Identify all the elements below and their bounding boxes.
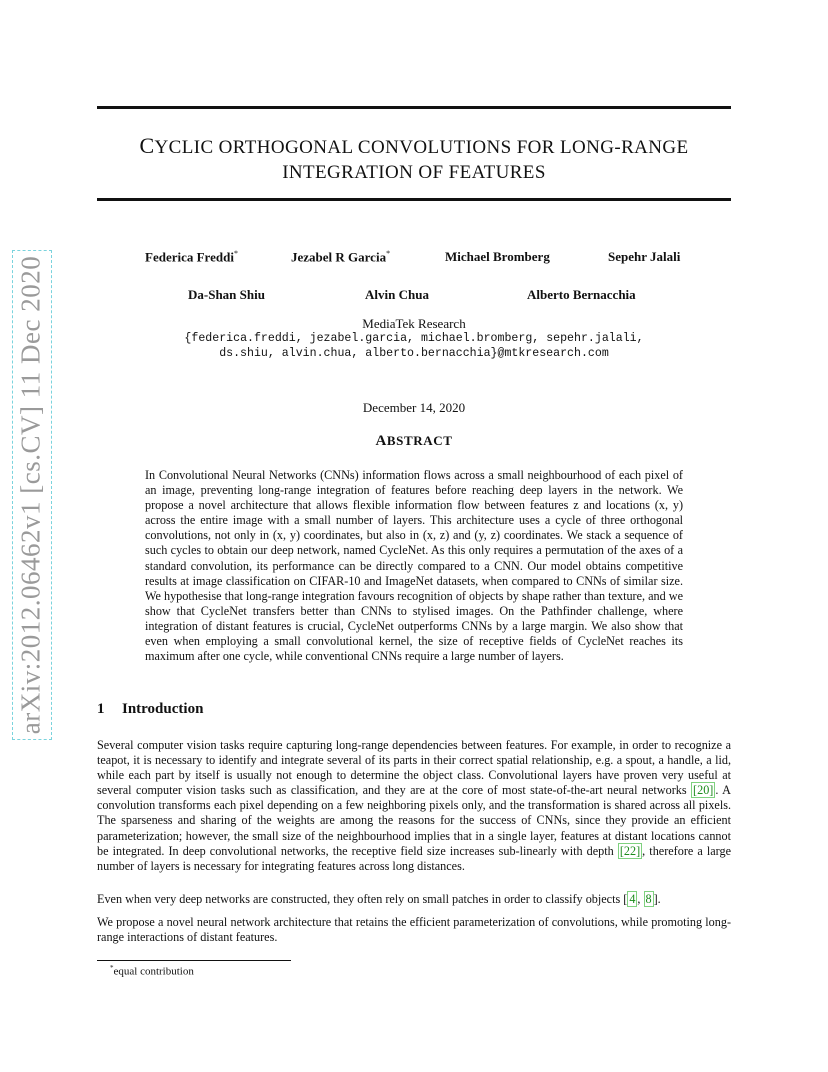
title-rule-bottom	[97, 198, 731, 201]
author: Sepehr Jalali	[608, 249, 681, 264]
author: Jezabel R Garcia*	[291, 249, 391, 265]
footnote-rule	[97, 960, 291, 961]
title-line-2: INTEGRATION OF FEATURES	[282, 162, 546, 183]
footnote: *equal contribution	[110, 964, 194, 978]
title-line-1: CYCLIC ORTHOGONAL CONVOLUTIONS FOR LONG-RANGE	[139, 133, 689, 158]
affiliation: MediaTek Research	[362, 316, 466, 331]
author: Alvin Chua	[365, 287, 429, 302]
author: Da-Shan Shiu	[188, 287, 265, 302]
abstract-text: In Convolutional Neural Networks (CNNs) information flows across a small neighbourhood of each pixel of an image, preventing long-range integration of features before reaching deep layers in the network. We propose a novel architecture that allows flexible information flow between features z and locations (x, y) across the entire image with a small number of layers. This architecture uses a cycle of three orthogonal convolutions, not only in (x, y) coordinates, but also in (x, z) and (y, z) coordinates. We stack a sequence of such cycles to obtain our deep network, named CycleNet. As this only requires a permutation of the axes of a standard convolution, its performance can be directly compared to a CNN. Our model obtains competitive results at image classification on CIFAR-10 and ImageNet datasets, when compared to CNNs of similar size. We hypothesise that long-range integration favours recognition of objects by shape rather than texture, and we show that CycleNet transfers better than CNNs to stylised images. On the Pathfinder challenge, where integration of distant features is crucial, CycleNet outperforms CNNs by a large margin. We also show that even when employing a small convolutional kernel, the size of receptive fields of CycleNet reaches its maximum after one cycle, while conventional CNNs require a large number of layers.	[145, 468, 683, 664]
email-line-2: ds.shiu, alvin.chua, alberto.bernacchia}@mtkresearch.com	[219, 347, 609, 360]
title-rule-top	[97, 106, 731, 109]
paper-date: December 14, 2020	[362, 400, 466, 415]
email-line-1: {federica.freddi, jezabel.garcia, michael.bromberg, sepehr.jalali,	[184, 332, 644, 345]
arxiv-id-link[interactable]: arXiv:2012.06462v1 [cs.CV] 11 Dec 2020	[15, 255, 46, 735]
citation-link[interactable]: 4	[629, 892, 636, 906]
citation-link[interactable]: [20]	[693, 783, 714, 798]
section-heading: 1 Introduction	[97, 701, 204, 717]
author: Alberto Bernacchia	[527, 287, 636, 302]
citation-link[interactable]: 8	[645, 892, 652, 906]
paragraph: Several computer vision tasks require capturing long-range dependencies between features. For example, in order to recognize a teapot, it is necessary to identify and integrate several of its parts in their correct spatial relationship, e.g. a spout, a handle, a lid, while each part by itself is usually not enough to determine the object class. Convolutional layers have proven very useful at several computer vision tasks such as classification, and they are at the core of most state-of-the-art neural networks [20] . A convolution transforms each pixel depending on a few neighboring pixels only, and the transformation is shared across all pixels. The sparseness and sharing of the weights are among the reasons for the success of CNNs, since they provide an efficient parameterization; however, the small size of the neighbourhood implies that in a single layer, features at distant locations cannot be integrated. In deep convolutional networks, the receptive field size increases sub-linearly with depth [22] , therefore a large number of layers is necessary for integrating features across long distances.	[97, 738, 732, 873]
abstract-heading: ABSTRACT	[375, 433, 453, 449]
author: Michael Bromberg	[445, 249, 550, 264]
citation-link[interactable]: [22]	[619, 843, 641, 858]
author: Federica Freddi*	[145, 249, 238, 265]
paragraph: Even when very deep networks are constructed, they often rely on small patches in order to classify objects [ 4 , 8 ].	[97, 892, 661, 906]
arxiv-stamp	[12, 250, 52, 740]
paragraph: We propose a novel neural network architecture that retains the efficient parameterization of convolutions, while promoting long-range interactions of distant features.	[97, 915, 731, 945]
